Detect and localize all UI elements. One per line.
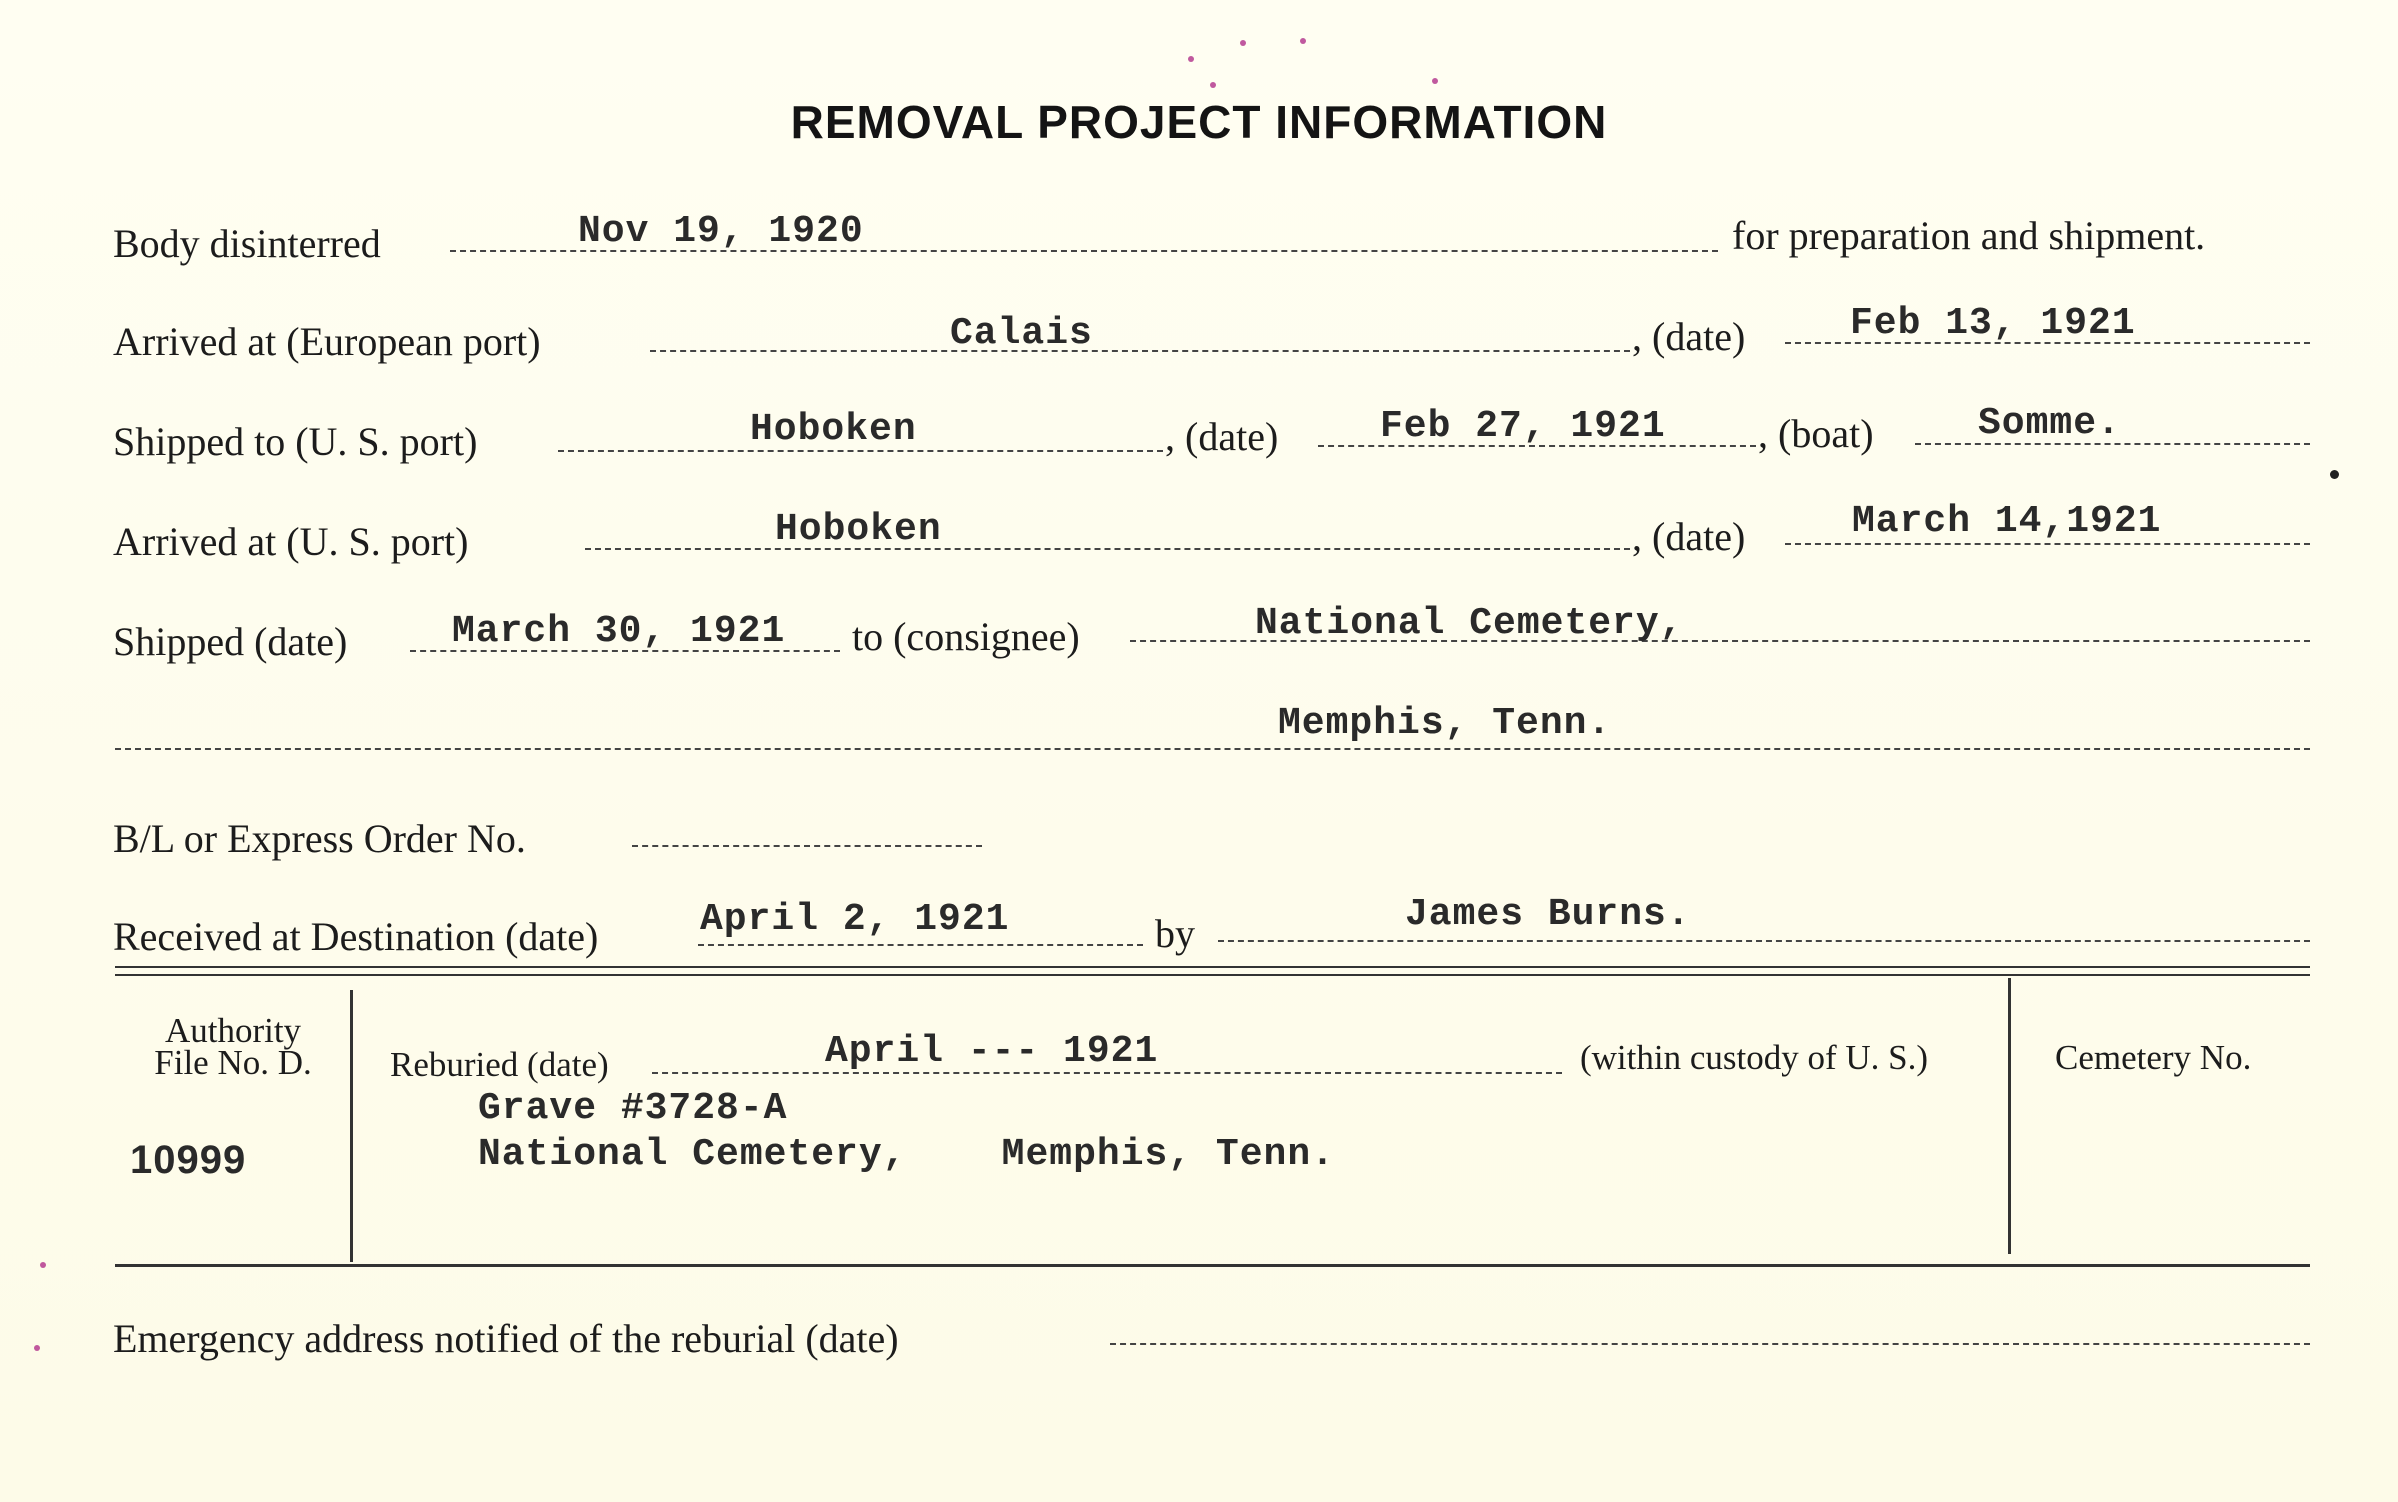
reburied-date-value: April --- 1921 xyxy=(825,1030,1159,1073)
shipped-date-value: March 30, 1921 xyxy=(452,610,786,653)
ink-speck xyxy=(34,1345,40,1351)
label-authority-line1: Authority xyxy=(164,1011,302,1050)
label-for-preparation: for preparation and shipment. xyxy=(1732,213,2206,258)
divider-rule-bottom xyxy=(115,974,2310,976)
european-date-value: Feb 13, 1921 xyxy=(1850,302,2136,345)
arrived-us-port-value: Hoboken xyxy=(775,508,942,551)
box-divider-right xyxy=(2008,978,2011,1254)
label-authority-file-no xyxy=(118,1011,348,1082)
received-date-value: April 2, 1921 xyxy=(700,898,1010,941)
label-cemetery-no: Cemetery No. xyxy=(2055,1038,2252,1077)
authority-file-no-value: 10999 xyxy=(130,1138,247,1182)
received-date-line xyxy=(698,944,1143,946)
ink-speck xyxy=(1240,40,1246,46)
ink-speck xyxy=(1300,38,1306,44)
label-body-disinterred: Body disinterred xyxy=(113,221,381,266)
emergency-date-line xyxy=(1110,1343,2310,1345)
label-boat: , (boat) xyxy=(1758,411,1874,456)
consignee-line-1-value: National Cemetery, xyxy=(1255,602,1684,645)
european-port-value: Calais xyxy=(950,312,1093,355)
card-title: REMOVAL PROJECT INFORMATION xyxy=(790,96,1608,148)
label-shipped-to-us-port: Shipped to (U. S. port) xyxy=(113,419,478,464)
label-shipped-date: Shipped (date) xyxy=(113,619,348,664)
ink-dot xyxy=(2330,470,2339,479)
cemetery-location-value: National Cemetery, Memphis, Tenn. xyxy=(478,1133,1335,1176)
label-by: by xyxy=(1155,911,1195,956)
label-date-3: , (date) xyxy=(1632,514,1746,559)
consignee-line-2-value: Memphis, Tenn. xyxy=(1278,702,1612,745)
european-port-line xyxy=(650,350,1630,352)
label-reburied-date: Reburied (date) xyxy=(390,1045,609,1084)
label-received-at-destination: Received at Destination (date) xyxy=(113,914,599,959)
label-emergency-address: Emergency address notified of the reburial (date) xyxy=(113,1316,899,1361)
label-authority-line2: File No. D. xyxy=(154,1043,312,1082)
label-date-2: , (date) xyxy=(1165,414,1279,459)
arrived-us-date-line xyxy=(1785,543,2310,545)
consignee-line-2 xyxy=(115,748,2310,750)
label-within-custody: (within custody of U. S.) xyxy=(1580,1038,1929,1077)
boat-value: Somme. xyxy=(1978,402,2121,445)
arrived-us-port-line xyxy=(585,548,1630,550)
disinterred-date-value: Nov 19, 1920 xyxy=(578,210,864,253)
ink-speck xyxy=(1432,78,1438,84)
label-arrived-us-port: Arrived at (U. S. port) xyxy=(113,519,469,564)
grave-value: Grave #3728-A xyxy=(478,1087,788,1130)
received-by-value: James Burns. xyxy=(1405,893,1691,936)
us-ship-date-value: Feb 27, 1921 xyxy=(1380,405,1666,448)
label-to-consignee: to (consignee) xyxy=(852,614,1080,659)
ink-speck xyxy=(1188,56,1194,62)
divider-rule-top xyxy=(115,966,2310,968)
arrived-us-date-value: March 14,1921 xyxy=(1852,500,2162,543)
ink-speck xyxy=(1210,82,1216,88)
label-bl-express-order: B/L or Express Order No. xyxy=(113,816,526,861)
label-arrived-european-port: Arrived at (European port) xyxy=(113,319,541,364)
label-date-1: , (date) xyxy=(1632,314,1746,359)
us-port-value: Hoboken xyxy=(750,408,917,451)
box-divider-left xyxy=(350,990,353,1262)
box-bottom-rule xyxy=(115,1264,2310,1267)
received-by-line xyxy=(1218,940,2310,942)
ink-speck xyxy=(40,1262,46,1268)
bl-number-line xyxy=(632,845,982,847)
